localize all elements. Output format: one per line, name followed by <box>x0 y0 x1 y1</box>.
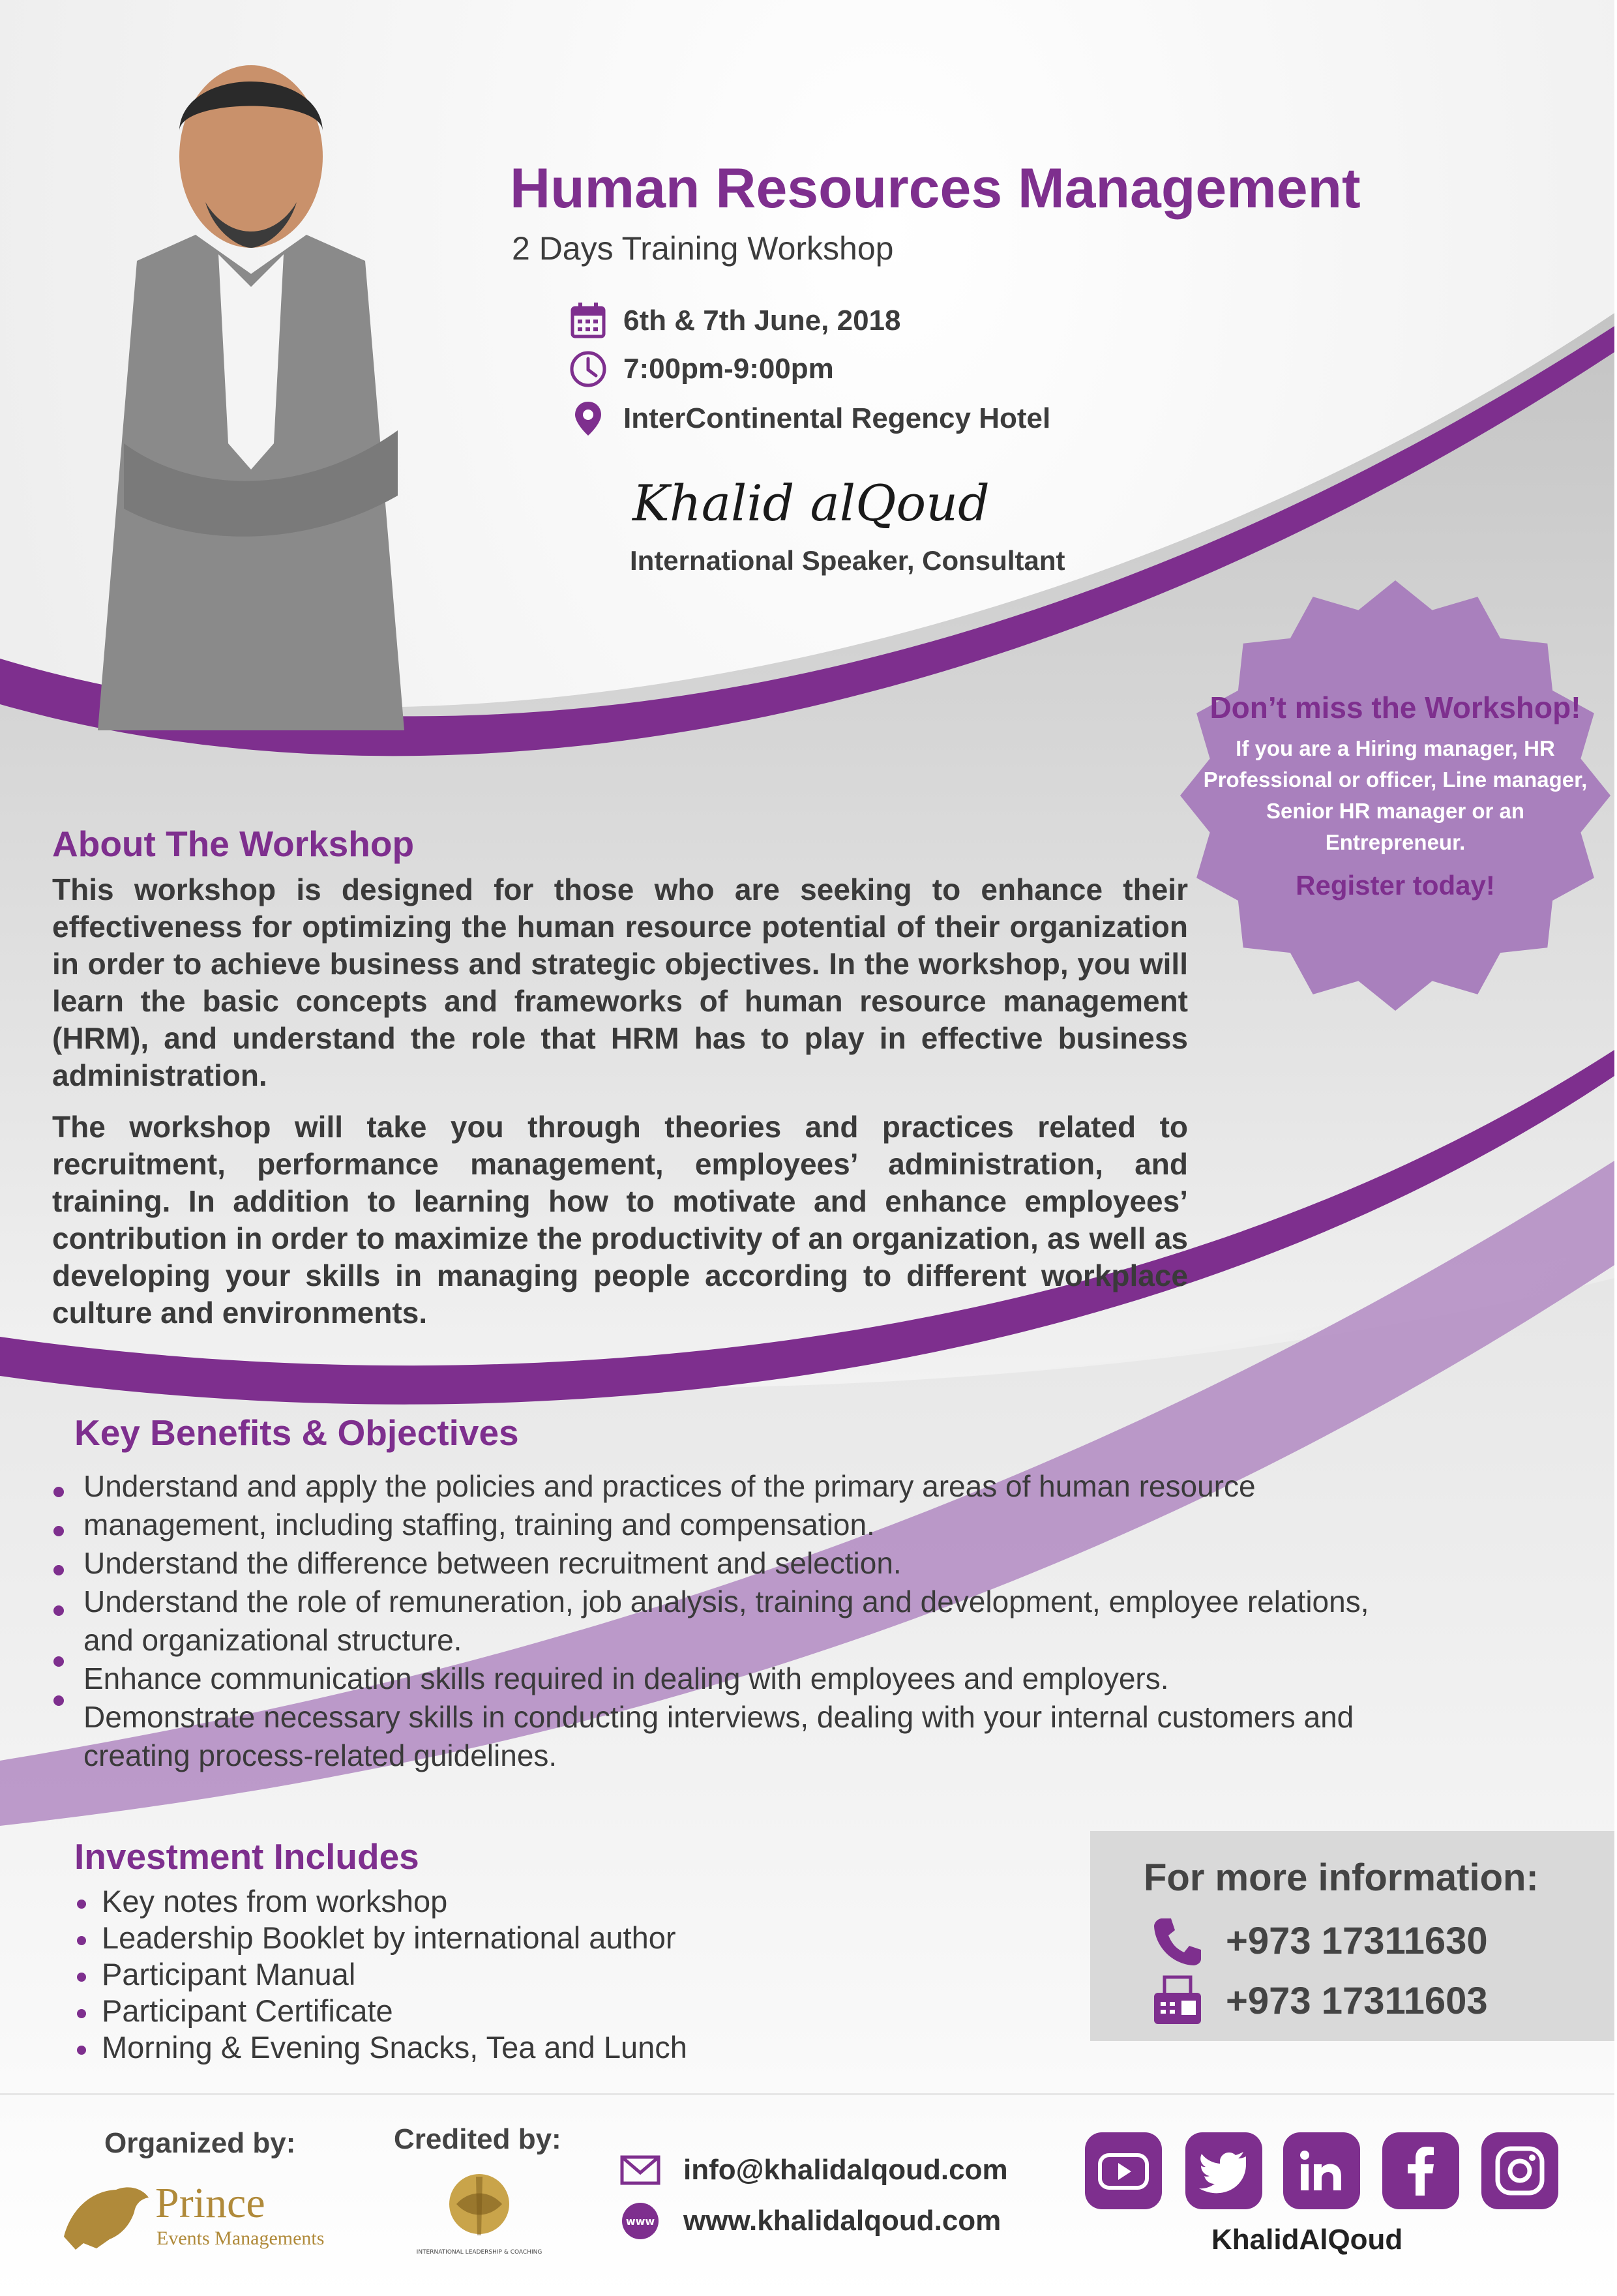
twitter-icon[interactable] <box>1185 2132 1262 2209</box>
bullet-dot <box>77 1900 86 1909</box>
svg-text:Khalid alQoud: Khalid alQoud <box>632 474 990 532</box>
organized-by-label: Organized by: <box>104 2127 296 2159</box>
page-subtitle: 2 Days Training Workshop <box>512 230 894 267</box>
bullet-dot <box>77 1936 86 1945</box>
badge-body: If you are a Hiring manager, HR Professional or officer, Line manager, Senior HR manager or an Entrepreneur. <box>1203 736 1588 854</box>
benefits-list <box>83 1467 1577 1775</box>
bullet-dot <box>53 1605 64 1616</box>
list-item: creating process-related guidelines. <box>83 1738 557 1772</box>
page-title: Human Resources Management <box>510 157 1361 220</box>
email-link[interactable]: info@khalidalqoud.com <box>683 2154 1008 2186</box>
fax-number[interactable]: +973 17311603 <box>1226 1979 1488 2022</box>
website-link[interactable]: www.khalidalqoud.com <box>683 2205 1001 2237</box>
register-cta[interactable]: Register today! <box>1296 870 1495 901</box>
list-item: Participant Manual <box>102 1957 356 1991</box>
event-time-row <box>623 350 834 389</box>
speaker-portrait <box>98 39 404 730</box>
benefits-heading: Key Benefits & Objectives <box>74 1412 519 1453</box>
list-item: Enhance communication skills required in dealing with employees and employers. <box>83 1662 1169 1695</box>
instagram-icon[interactable] <box>1481 2132 1558 2209</box>
list-item: management, including staffing, training and compensation. <box>83 1508 875 1542</box>
list-item: and organizational structure. <box>83 1623 462 1657</box>
social-handle: KhalidAlQoud <box>1211 2224 1403 2256</box>
fax-icon <box>1150 1973 1205 2028</box>
bullet-dot <box>53 1565 64 1575</box>
phone-icon <box>1150 1913 1205 1968</box>
list-item: Understand and apply the policies and practices of the primary areas of human resource <box>83 1469 1256 1503</box>
event-time: 7:00pm-9:00pm <box>623 353 834 385</box>
about-heading: About The Workshop <box>52 824 415 864</box>
fax-row[interactable] <box>1150 1973 1488 2028</box>
clock-icon <box>569 350 608 389</box>
event-date-row <box>623 301 901 340</box>
list-item: Morning & Evening Snacks, Tea and Lunch <box>102 2030 687 2065</box>
svg-text:Prince: Prince <box>155 2179 265 2227</box>
investment-heading: Investment Includes <box>74 1836 419 1877</box>
badge-heading: Don’t miss the Workshop! <box>1209 691 1581 724</box>
bullet-dot <box>77 2046 86 2055</box>
speaker-role: International Speaker, Consultant <box>630 545 1065 576</box>
youtube-icon[interactable] <box>1085 2132 1162 2209</box>
footer-divider <box>0 2093 1614 2095</box>
website-row[interactable] <box>619 2200 1001 2242</box>
list-item: Leadership Booklet by international author <box>102 1920 676 1955</box>
contact-heading: For more information: <box>1144 1856 1539 1899</box>
bullet-dot <box>77 2009 86 2018</box>
prince-events-logo <box>57 2171 370 2256</box>
speaker-signature <box>626 468 1043 540</box>
linkedin-icon[interactable] <box>1283 2132 1360 2209</box>
bullet-dot <box>53 1526 64 1536</box>
list-item: Participant Certificate <box>102 1993 393 2028</box>
svg-text:Events Managements: Events Managements <box>156 2228 325 2249</box>
mail-icon <box>619 2149 661 2191</box>
event-date: 6th & 7th June, 2018 <box>623 305 901 336</box>
list-item: Demonstrate necessary skills in conducting interviews, dealing with your internal customers and <box>83 1700 1354 1734</box>
credit-organization-logo <box>416 2164 542 2268</box>
bullet-dot <box>53 1695 64 1706</box>
list-item: Key notes from workshop <box>102 1884 448 1918</box>
calendar-icon <box>569 301 608 340</box>
phone-row[interactable] <box>1150 1913 1488 1968</box>
bullet-dot <box>53 1487 64 1497</box>
svg-text:www: www <box>625 2215 655 2228</box>
globe-icon <box>619 2200 661 2242</box>
badge-text <box>1200 691 1591 901</box>
about-paragraph: The workshop will take you through theories and practices related to recruitment, performance management, employees’ administration, and training. In addition to learning how to motivate and enhance employees’ contribution in order to maximize the productivity of an organization, as well as developing your skills in managing people according to different workplace culture and environments. <box>52 1110 1188 1330</box>
investment-list <box>102 1883 687 2066</box>
credited-by-label: Credited by: <box>394 2123 561 2155</box>
location-pin-icon <box>569 399 608 438</box>
event-venue-row <box>623 399 1051 438</box>
event-venue: InterContinental Regency Hotel <box>623 402 1051 434</box>
bullet-dot <box>77 1973 86 1982</box>
about-paragraph: This workshop is designed for those who are seeking to enhance their effectiveness for optimizing the human resource potential of their organization in order to achieve business and strategic objectives. In the workshop, you will learn the basic concepts and frameworks of human resource management (HRM), and understand the role that HRM has to play in effective business administration. <box>52 872 1188 1092</box>
facebook-icon[interactable] <box>1382 2132 1459 2209</box>
svg-text:INTERNATIONAL LEADERSHIP & COA: INTERNATIONAL LEADERSHIP & COACHING <box>416 2249 542 2256</box>
list-item: Understand the difference between recruitment and selection. <box>83 1546 902 1580</box>
phone-number[interactable]: +973 17311630 <box>1226 1919 1488 1962</box>
email-row[interactable] <box>619 2149 1008 2191</box>
bullet-dot <box>53 1656 64 1667</box>
list-item: Understand the role of remuneration, job analysis, training and development, employee relations, <box>83 1585 1369 1618</box>
